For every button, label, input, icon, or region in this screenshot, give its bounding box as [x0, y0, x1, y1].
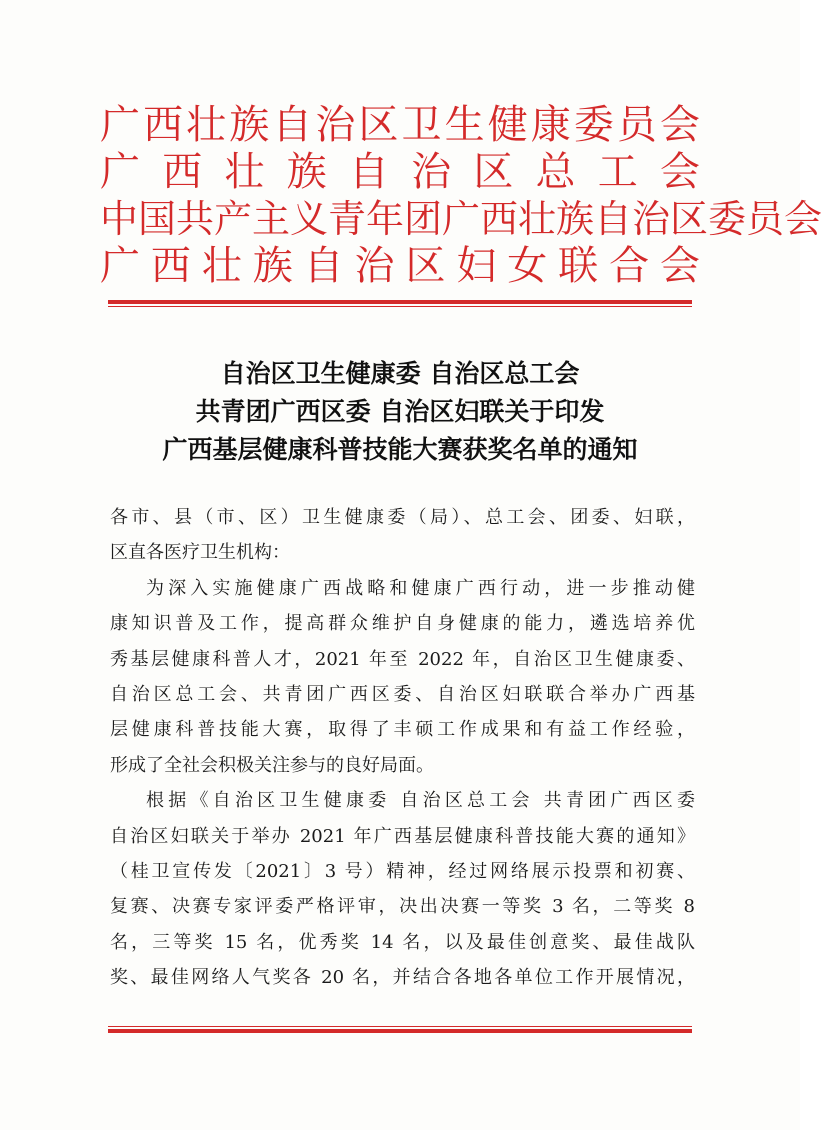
title-line: 共青团广西区委 自治区妇联关于印发	[195, 397, 605, 426]
paragraph-line: （桂卫宣传发〔2021〕3 号）精神，经过网络展示投票和初赛、	[110, 861, 695, 883]
header-red-rule	[108, 300, 692, 307]
paragraph-line: 层健康科普技能大赛，取得了丰硕工作成果和有益工作经验，	[110, 719, 695, 741]
paragraph-line: 根据《自治区卫生健康委 自治区总工会 共青团广西区委	[146, 790, 695, 812]
paragraph-line: 自治区妇联关于举办 2021 年广西基层健康科普技能大赛的通知》	[110, 825, 695, 847]
title-line: 自治区卫生健康委 自治区总工会	[220, 359, 580, 388]
document-title	[100, 355, 700, 469]
paragraph-line: 为深入实施健康广西战略和健康广西行动，进一步推动健	[146, 577, 695, 599]
paragraph-line: 自治区总工会、共青团广西区委、自治区妇联联合举办广西基	[110, 684, 695, 706]
paragraph-line: 名，三等奖 15 名，优秀奖 14 名，以及最佳创意奖、最佳战队	[110, 931, 695, 953]
addressee-line: 区直各医疗卫生机构：	[110, 542, 290, 564]
paragraph-line: 形成了全社会积极关注参与的良好局面。	[110, 754, 434, 776]
org-womens-federation: 广西壮族自治区妇女联合会	[100, 243, 700, 289]
paragraph-line: 奖、最佳网络人气奖各 20 名，并结合各地各单位工作开展情况，	[110, 967, 695, 989]
footer-red-rule	[108, 1026, 692, 1033]
paragraph-line: 复赛、决赛专家评委严格评审，决出决赛一等奖 3 名，二等奖 8	[110, 896, 695, 918]
paragraph-line: 秀基层健康科普人才，2021 年至 2022 年，自治区卫生健康委、	[110, 648, 695, 670]
issuing-organizations	[100, 102, 822, 290]
addressee-line: 各市、县（市、区）卫生健康委（局）、总工会、团委、妇联，	[110, 507, 695, 528]
org-youth-league: 中国共产主义青年团广西壮族自治区委员会	[100, 197, 822, 241]
paragraph-line: 康知识普及工作，提高群众维护自身健康的能力，遴选培养优	[110, 613, 695, 635]
title-line: 广西基层健康科普技能大赛获奖名单的通知	[162, 435, 638, 464]
org-health-commission: 广西壮族自治区卫生健康委员会	[100, 102, 700, 148]
org-trade-union: 广西壮族自治区总工会	[100, 149, 700, 195]
document-body	[110, 500, 695, 996]
